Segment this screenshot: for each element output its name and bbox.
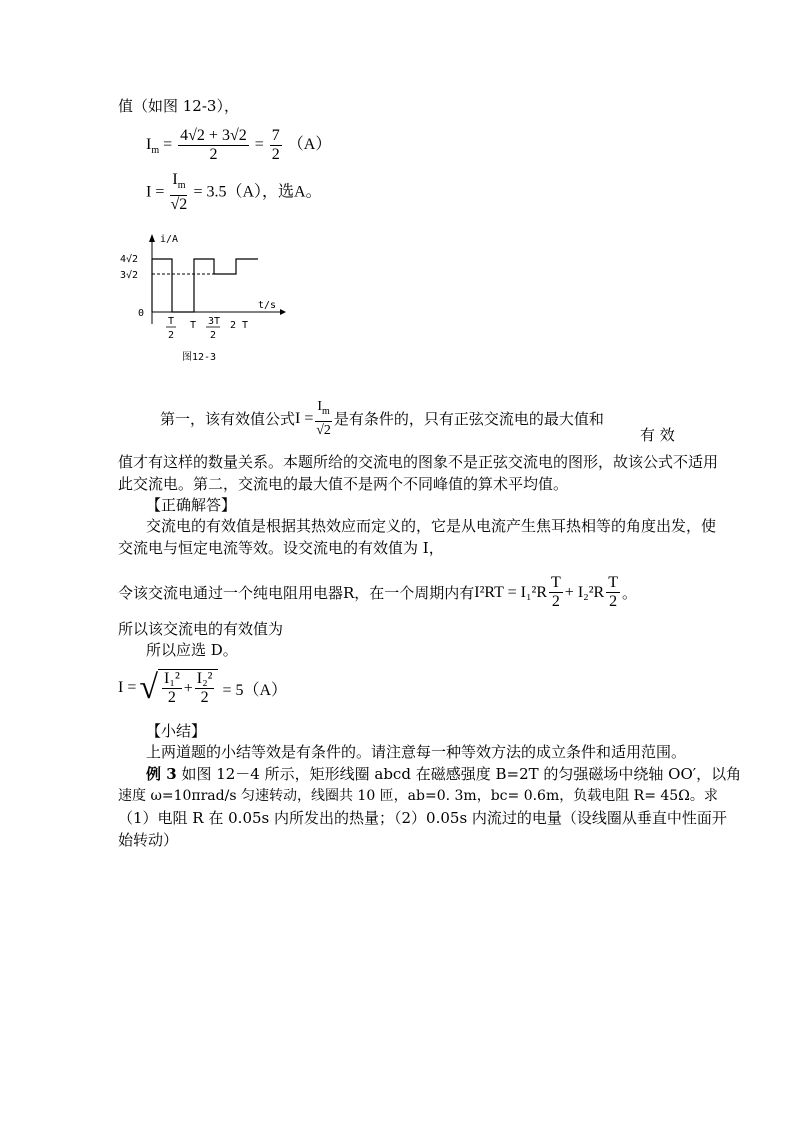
answer-line4: 所以该交流电的有效值为 xyxy=(118,620,284,638)
eq2-lhs: I = xyxy=(146,183,165,201)
figure-caption: 图12-3 xyxy=(182,352,217,363)
answer-line5: 所以应选 D。 xyxy=(146,641,238,659)
eq1-unit: （A） xyxy=(287,136,332,154)
x-tick-t: T xyxy=(190,320,197,331)
answer-heading: 【正确解答】 xyxy=(146,496,237,514)
answer-line1: 交流电的有效值是根据其热效应而定义的，它是从电流产生焦耳热相等的角度出发，使 xyxy=(146,517,717,535)
example-line3: （1）电阻 R 在 0.05s 内所发出的热量；（2）0.05s 内流过的电量（设线圈从垂直中性面开 xyxy=(118,809,727,827)
equation-i xyxy=(146,171,322,214)
y-tick-mid: 3√2 xyxy=(120,270,139,281)
equation-im xyxy=(146,127,331,164)
x-tick-half-t-num: T xyxy=(168,316,175,327)
x-label: t/s xyxy=(258,300,277,311)
para1-line2: 值才有这样的数量关系。本题所给的交流电的图象不是正弦交流电的图形，故该公式不适用 xyxy=(118,453,719,471)
example-line1: 例 3 如图 12－4 所示，矩形线圈 abcd 在磁感强度 B=2T 的匀强磁场中绕轴 OO′，以角 xyxy=(146,765,742,783)
radical-sign: √ xyxy=(139,669,159,706)
para1-line1: 第一，该有效值公式 I = $\frac{I_m}{√2}$ 是有条件的，只有正弦交流电的最大值和 xyxy=(160,399,604,438)
x-axis-arrow xyxy=(280,309,286,315)
eq1-fraction-2: $\frac{7}{2}$ xyxy=(271,127,280,163)
eq1-fraction: $\frac{4√2 + 3√2}{2}$ xyxy=(180,127,247,163)
summary-heading: 【小结】 xyxy=(146,722,207,740)
example-line2: 速度 ω=10πrad/s 匀速转动，线圈共 10 匝，ab=0. 3m，bc= 0.6m，负载电阻 R= 45Ω。求 xyxy=(118,788,718,804)
x-tick-3half-t-num: 3T xyxy=(208,316,221,327)
final-equation: I = √ $\frac{\text{I₁²}}{2}$ + $\frac{\text{I₂²}}{2}$ = 5（A） xyxy=(118,669,288,706)
eq1-lhs: $I_m$ xyxy=(146,136,160,157)
y-tick-high: 4√2 xyxy=(120,254,139,265)
example-line4: 始转动） xyxy=(118,831,179,849)
eq1-equals: = xyxy=(163,136,173,154)
intro-text: 值（如图 12-3）， xyxy=(118,97,239,115)
radicand: $\frac{\text{I₁²}}{2}$ + $\frac{\text{I₂²}}{2}$ xyxy=(158,669,218,707)
summary-text: 上两道题的小结等效是有条件的。请注意每一种等效方法的成立条件和适用范围。 xyxy=(146,743,687,761)
answer-frac-1: $\frac{T}{2}$ xyxy=(551,574,561,610)
para1-line3: 此交流电。第二，交流电的最大值不是两个不同峰值的算术平均值。 xyxy=(118,475,569,493)
answer-frac-2: $\frac{T}{2}$ xyxy=(608,574,618,610)
eq2-rest: = 3.5（A），选A。 xyxy=(193,183,322,201)
y-axis-arrow xyxy=(149,234,155,242)
para1-formula-fraction: $\frac{I_m}{√2}$ xyxy=(316,399,331,438)
x-tick-2t: 2 T xyxy=(230,320,249,331)
answer-line2: 交流电与恒定电流等效。设交流电的有效值为 I， xyxy=(118,539,444,557)
eq2-fraction: $\frac{I_m}{√2}$ xyxy=(170,171,188,214)
square-wave-figure xyxy=(112,228,292,368)
eq1-equals-2: = xyxy=(254,136,264,154)
y-tick-zero: 0 xyxy=(138,308,145,319)
x-tick-half-t-den: 2 xyxy=(168,330,175,341)
para1-tail: 有 效 xyxy=(640,426,675,444)
y-label: i/A xyxy=(160,234,179,245)
waveform xyxy=(152,259,258,312)
x-tick-3half-t-den: 2 xyxy=(210,330,217,341)
answer-line3: 令该交流电通过一个纯电阻用电器R，在一个周期内有 I²RT = I₁²R $\frac{T}{2}$ + I₂²R $\frac{T}{2}$ 。 xyxy=(118,574,637,610)
